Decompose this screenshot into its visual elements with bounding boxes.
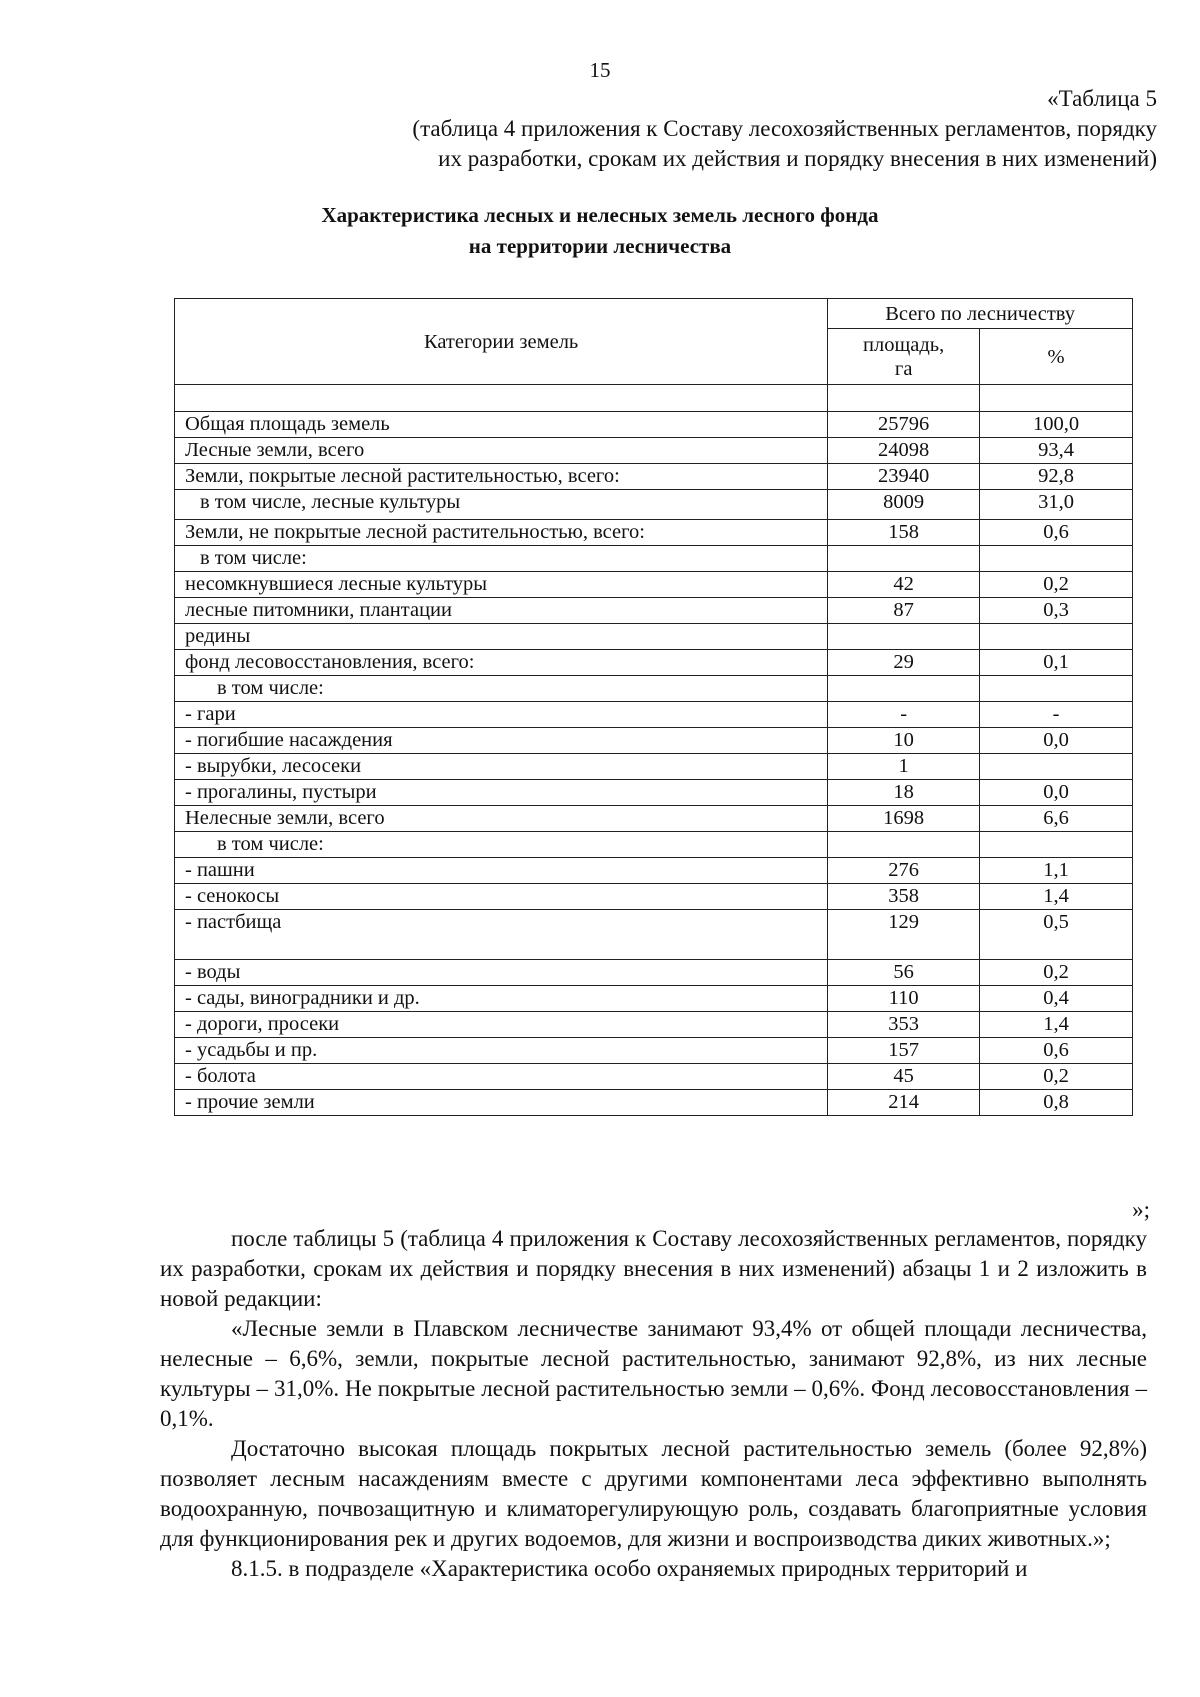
table-row	[175, 650, 1133, 676]
caption-line-2: (таблица 4 приложения к Составу лесохозяйственных регламентов, порядку	[412, 116, 1157, 141]
row-percent: 0,6	[980, 520, 1133, 546]
row-area: 8009	[828, 490, 980, 520]
row-label: - усадьбы и пр.	[175, 1038, 828, 1064]
table-row	[175, 754, 1133, 780]
row-percent: 0,6	[980, 1038, 1133, 1064]
row-label: - сенокосы	[175, 884, 828, 910]
table-row	[175, 858, 1133, 884]
row-label: - вырубки, лесосеки	[175, 754, 828, 780]
row-label: фонд лесовосстановления, всего:	[175, 650, 828, 676]
row-label: в том числе:	[175, 832, 828, 858]
row-label: Земли, покрытые лесной растительностью, всего:	[175, 464, 828, 490]
row-percent: 0,2	[980, 572, 1133, 598]
row-label: Лесные земли, всего	[175, 438, 828, 464]
row-label: Земли, не покрытые лесной растительностью, всего:	[175, 520, 828, 546]
title-line-1: Характеристика лесных и нелесных земель лесного фонда	[321, 203, 879, 227]
row-percent: 0,2	[980, 1064, 1133, 1090]
row-percent: 0,2	[980, 960, 1133, 986]
row-area: 23940	[828, 464, 980, 490]
row-percent	[980, 676, 1133, 702]
table-row	[175, 986, 1133, 1012]
row-area: 358	[828, 884, 980, 910]
row-percent	[980, 754, 1133, 780]
table-row	[175, 546, 1133, 572]
row-label: - погибшие насаждения	[175, 728, 828, 754]
row-percent: 0,4	[980, 986, 1133, 1012]
row-percent: 0,0	[980, 780, 1133, 806]
row-percent: 31,0	[980, 490, 1133, 520]
caption-line-3: их разработки, срокам их действия и порядку внесения в них изменений)	[438, 146, 1157, 171]
table-row	[175, 832, 1133, 858]
table-caption	[257, 84, 1157, 174]
table-row	[175, 438, 1133, 464]
row-area: 87	[828, 598, 980, 624]
row-label: - дороги, просеки	[175, 1012, 828, 1038]
paragraph-4: 8.1.5. в подразделе «Характеристика особо охраняемых природных территорий и	[231, 1556, 1028, 1581]
table-row	[175, 1012, 1133, 1038]
row-percent: 1,1	[980, 858, 1133, 884]
table-row	[175, 884, 1133, 910]
header-percent: %	[980, 329, 1133, 385]
caption-line-1: «Таблица 5	[1047, 86, 1157, 111]
row-area: 25796	[828, 412, 980, 438]
row-label: - сады, виноградники и др.	[175, 986, 828, 1012]
row-area: 158	[828, 520, 980, 546]
row-percent	[980, 624, 1133, 650]
table-row	[175, 490, 1133, 520]
row-percent: 0,1	[980, 650, 1133, 676]
row-area: 157	[828, 1038, 980, 1064]
closing-quote: »;	[1132, 1197, 1150, 1222]
row-area	[828, 546, 980, 572]
row-label: - пашни	[175, 858, 828, 884]
table-row	[175, 728, 1133, 754]
row-label: Нелесные земли, всего	[175, 806, 828, 832]
row-percent: -	[980, 702, 1133, 728]
row-label: лесные питомники, плантации	[175, 598, 828, 624]
title-line-2: на территории лесничества	[468, 234, 732, 258]
table-row	[175, 598, 1133, 624]
header-area-line-1: площадь,	[863, 333, 945, 356]
row-area: 276	[828, 858, 980, 884]
page-number: 15	[589, 58, 611, 82]
paragraph-1: после таблицы 5 (таблица 4 приложения к Составу лесохозяйственных регламентов, порядку их разработки, срокам их действия и порядку внесения в них изменений) абзацы 1 и 2 изложить в новой редакции:	[160, 1226, 1147, 1311]
table-row	[175, 702, 1133, 728]
row-label: - гари	[175, 702, 828, 728]
row-area: -	[828, 702, 980, 728]
body-text	[160, 1224, 1147, 1584]
table-row	[175, 1064, 1133, 1090]
header-group: Всего по лесничеству	[828, 299, 1133, 329]
row-percent: 100,0	[980, 412, 1133, 438]
row-label: - воды	[175, 960, 828, 986]
row-area	[828, 624, 980, 650]
row-percent: 1,4	[980, 884, 1133, 910]
row-percent: 6,6	[980, 806, 1133, 832]
row-percent: 0,3	[980, 598, 1133, 624]
table-body	[175, 385, 1133, 1116]
table-row	[175, 910, 1133, 960]
row-area: 1698	[828, 806, 980, 832]
row-area: 18	[828, 780, 980, 806]
row-area	[828, 832, 980, 858]
paragraph-3: Достаточно высокая площадь покрытых лесной растительностью земель (более 92,8%) позволяет лесным насаждениям вместе с другими компонентами леса эффективно выполнять водоохранную, почвозащитную и климаторегулирующую роль, создавать благоприятные условия для функционирования рек и других водоемов, для жизни и воспроизводства диких животных.»;	[160, 1436, 1147, 1551]
row-label: несомкнувшиеся лесные культуры	[175, 572, 828, 598]
header-category: Категории земель	[175, 299, 828, 385]
row-percent: 0,0	[980, 728, 1133, 754]
row-percent: 93,4	[980, 438, 1133, 464]
table-row	[175, 806, 1133, 832]
row-label: редины	[175, 624, 828, 650]
table-row	[175, 412, 1133, 438]
row-label: - пастбища	[175, 910, 828, 960]
row-area: 56	[828, 960, 980, 986]
row-percent: 92,8	[980, 464, 1133, 490]
row-area: 214	[828, 1090, 980, 1116]
table-row	[175, 624, 1133, 650]
row-label: - прогалины, пустыри	[175, 780, 828, 806]
table-row	[175, 572, 1133, 598]
row-label: - прочие земли	[175, 1090, 828, 1116]
row-percent	[980, 832, 1133, 858]
row-area: 110	[828, 986, 980, 1012]
table-row	[175, 520, 1133, 546]
row-area: 45	[828, 1064, 980, 1090]
row-label: в том числе:	[175, 546, 828, 572]
land-categories-table	[174, 298, 1133, 1116]
row-label: в том числе, лесные культуры	[175, 490, 828, 520]
row-area	[828, 676, 980, 702]
table-row	[175, 780, 1133, 806]
header-area-line-2: га	[894, 357, 913, 380]
row-percent: 0,8	[980, 1090, 1133, 1116]
paragraph-2: «Лесные земли в Плавском лесничестве занимают 93,4% от общей площади лесничества, нелесные – 6,6%, земли, покрытые лесной растительностью, занимают 92,8%, из них лесные культуры – 31,0%. Не покрытые лесной растительностью земли – 0,6%. Фонд лесовосстановления – 0,1%.	[160, 1316, 1147, 1431]
table-row	[175, 1038, 1133, 1064]
row-area: 353	[828, 1012, 980, 1038]
row-label: Общая площадь земель	[175, 412, 828, 438]
table-row	[175, 676, 1133, 702]
table-row	[175, 1090, 1133, 1116]
row-area: 1	[828, 754, 980, 780]
row-area: 29	[828, 650, 980, 676]
header-area	[828, 329, 980, 385]
row-label: - болота	[175, 1064, 828, 1090]
row-area: 24098	[828, 438, 980, 464]
row-area: 42	[828, 572, 980, 598]
row-percent: 0,5	[980, 910, 1133, 960]
row-area: 10	[828, 728, 980, 754]
row-percent: 1,4	[980, 1012, 1133, 1038]
table-row	[175, 464, 1133, 490]
row-area: 129	[828, 910, 980, 960]
row-percent	[980, 546, 1133, 572]
spacer-row	[175, 385, 1133, 412]
row-label: в том числе:	[175, 676, 828, 702]
table-row	[175, 960, 1133, 986]
document-title	[0, 200, 1200, 262]
